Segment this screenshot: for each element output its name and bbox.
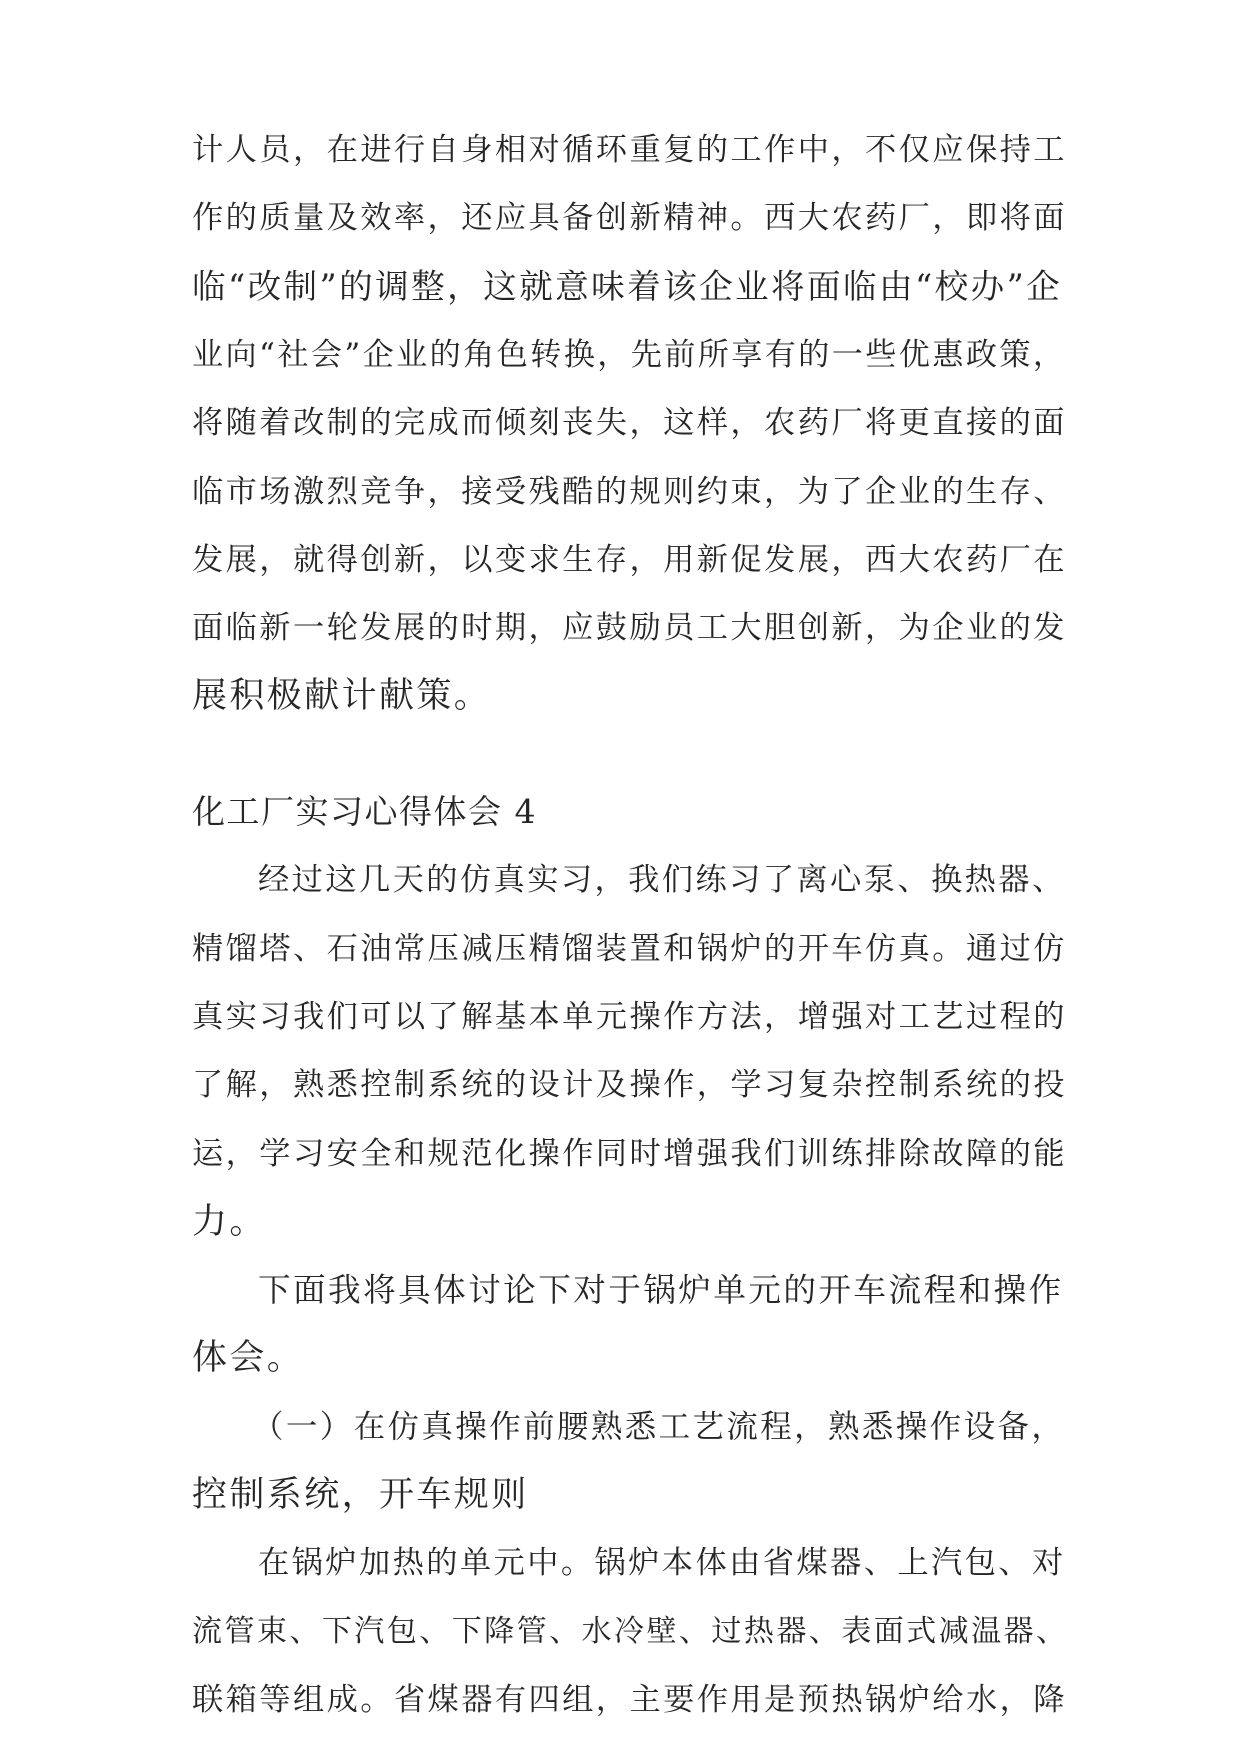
body-text-line: 了解，熟悉控制系统的设计及操作，学习复杂控制系统的投 xyxy=(192,1067,1067,1104)
section-title: 化工厂实习心得体会 4 xyxy=(192,791,537,831)
body-text-line: 精馏塔、石油常压减压精馏装置和锅炉的开车仿真。通过仿 xyxy=(192,930,1067,967)
body-text-line: 临“改制”的调整，这就意味着该企业将面临由“校办”企 xyxy=(192,266,1063,306)
body-text-line: 真实习我们可以了解基本单元操作方法，增强对工艺过程的 xyxy=(192,998,1067,1035)
body-text-line: 在锅炉加热的单元中。锅炉本体由省煤器、上汽包、对 xyxy=(258,1545,1066,1582)
body-text-line: 作的质量及效率，还应具备创新精神。西大农药厂，即将面 xyxy=(192,200,1067,237)
body-text-line: 业向“社会”企业的角色转换，先前所享有的一些优惠政策， xyxy=(192,336,1067,373)
body-text-line: 流管束、下汽包、下降管、水冷壁、过热器、表面式减温器、 xyxy=(192,1613,1069,1649)
body-text-line: 体会。 xyxy=(192,1338,305,1379)
subheading-line: （一）在仿真操作前腰熟悉工艺流程，熟悉操作设备， xyxy=(252,1408,1066,1445)
body-text-line: 将随着改制的完成而倾刻丧失，这样，农药厂将更直接的面 xyxy=(192,405,1067,442)
body-text-line: 展积极献计献策。 xyxy=(192,676,492,717)
body-text-line: 临市场激烈竞争，接受残酷的规则约束，为了企业的生存、 xyxy=(192,473,1067,510)
subheading-line: 控制系统，开车规则 xyxy=(192,1475,529,1516)
body-text-line: 力。 xyxy=(192,1201,267,1242)
body-text-line: 发展，就得创新，以变求生存，用新促发展，西大农药厂在 xyxy=(192,541,1067,578)
body-text-line: 计人员，在进行自身相对循环重复的工作中，不仅应保持工 xyxy=(192,132,1067,168)
body-text-line: 下面我将具体讨论下对于锅炉单元的开车流程和操作 xyxy=(258,1271,1064,1310)
body-text-line: 面临新一轮发展的时期，应鼓励员工大胆创新，为企业的发 xyxy=(192,610,1067,647)
body-text-line: 运，学习安全和规范化操作同时增强我们训练排除故障的能 xyxy=(192,1135,1067,1172)
body-text-line: 联箱等组成。省煤器有四组，主要作用是预热锅炉给水，降 xyxy=(192,1682,1067,1718)
body-text-line: 经过这几天的仿真实习，我们练习了离心泵、换热器、 xyxy=(258,862,1066,899)
